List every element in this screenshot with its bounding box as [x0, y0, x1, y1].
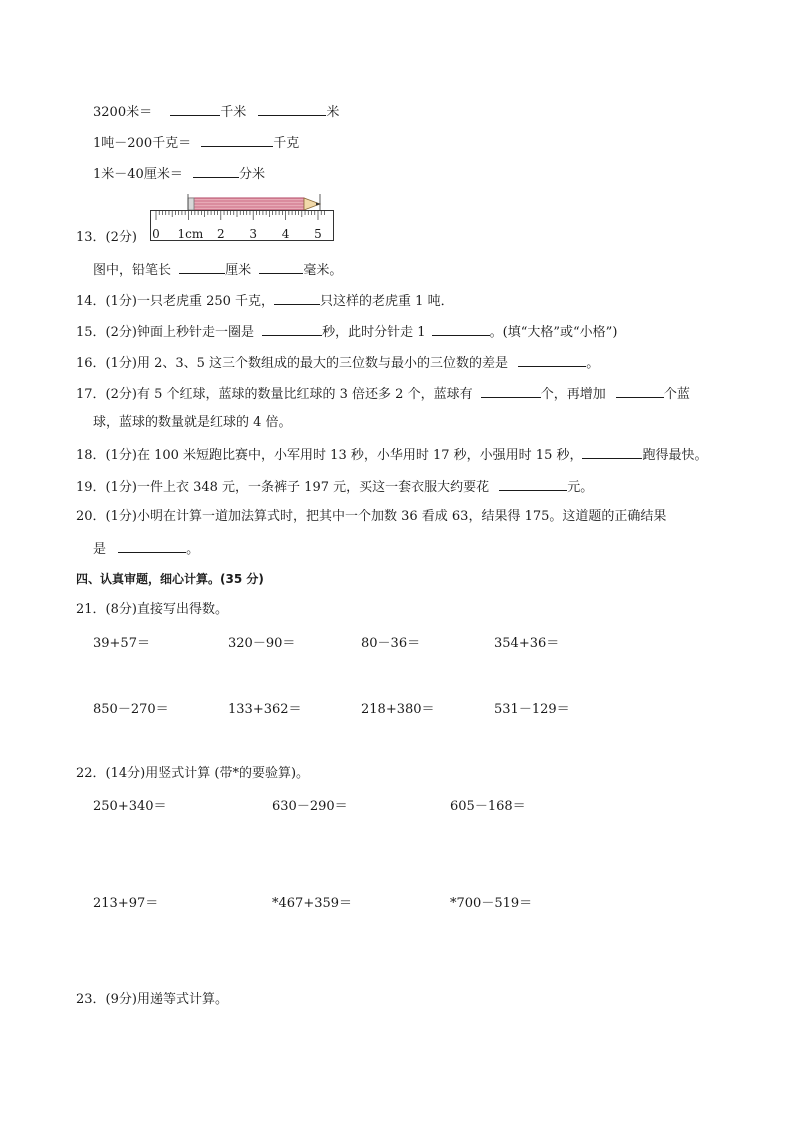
answer-blank[interactable]: [258, 102, 326, 116]
q21-label: 21．(8分): [76, 602, 137, 617]
q22-item: 250+340＝: [93, 799, 167, 814]
q21-item: 39+57＝: [93, 636, 150, 651]
answer-blank[interactable]: [274, 291, 320, 305]
q23-label: 23．(9分): [76, 992, 137, 1007]
q18-text: 在 100 米短跑比赛中，小军用时 13 秒，小华用时 17 秒，小强用时 15 秒，: [136, 448, 583, 463]
q20-label: 20．(1分): [76, 509, 137, 524]
q21-item: 531－129＝: [494, 702, 570, 717]
question-18: [76, 445, 707, 465]
q17-continuation: 球，蓝球的数量就是红球的 4 倍。: [93, 415, 292, 430]
answer-blank[interactable]: [262, 322, 322, 336]
conversion-1-expr: 3200米＝: [93, 105, 153, 120]
answer-blank[interactable]: [481, 384, 541, 398]
answer-blank[interactable]: [499, 477, 567, 491]
conversion-1: [93, 102, 339, 122]
ruler-pencil-illustration: [150, 192, 340, 244]
q17-label: 17．(2分): [76, 387, 137, 402]
ruler-tick-label: 1cm: [177, 227, 204, 241]
conversion-3-unit1: 分米: [238, 167, 265, 182]
q22-item: *700－519＝: [450, 896, 533, 911]
q20-continuation: [93, 539, 199, 559]
q15-text: 钟面上秒针走一圈是: [136, 325, 254, 340]
q21-item: 850－270＝: [93, 702, 169, 717]
q21-item: 80－36＝: [361, 636, 421, 651]
q21-text: 直接写出得数。: [136, 602, 228, 617]
answer-blank[interactable]: [582, 445, 642, 459]
q19-text: 一件上衣 348 元，一条裤子 197 元，买这一套衣服大约要花: [136, 480, 490, 495]
q15-text-c: 。(填“大格”或“小格”): [489, 325, 618, 340]
q14-text-b: 只这样的老虎重 1 吨．: [320, 294, 454, 309]
question-20: [76, 508, 666, 526]
q19-text-b: 元。: [567, 480, 594, 495]
answer-blank[interactable]: [118, 539, 186, 553]
conversion-3: [93, 164, 265, 184]
question-19: [76, 477, 593, 497]
q19-label: 19．(1分): [76, 480, 137, 495]
q17-text-b: 个，再增加: [540, 387, 606, 402]
conversion-3-expr: 1米－40厘米＝: [93, 167, 183, 182]
ruler-tick-label: 0: [152, 227, 160, 241]
q13-label: 13．(2分): [76, 230, 137, 245]
q20-text: 小明在计算一道加法算式时，把其中一个加数 36 看成 63，结果得 175。这道题的正确结果: [136, 509, 667, 524]
question-15: [76, 322, 617, 342]
q21-item: 133+362＝: [228, 702, 302, 717]
q21-item: 320－90＝: [228, 636, 296, 651]
conversion-2-expr: 1吨－200千克＝: [93, 136, 192, 151]
answer-blank[interactable]: [193, 164, 239, 178]
answer-blank[interactable]: [201, 133, 273, 147]
q14-label: 14．(1分): [76, 294, 137, 309]
q13-line: [93, 260, 342, 280]
q17-text: 有 5 个红球，蓝球的数量比红球的 3 倍还多 2 个，蓝球有: [136, 387, 473, 402]
answer-blank[interactable]: [170, 102, 220, 116]
answer-blank[interactable]: [179, 260, 225, 274]
q23-text: 用递等式计算。: [136, 992, 228, 1007]
answer-blank[interactable]: [616, 384, 664, 398]
q22-text: 用竖式计算 (带*的要验算)。: [145, 766, 310, 781]
question-21: [76, 601, 228, 619]
q16-text: 用 2、3、5 这三个数组成的最大的三位数与最小的三位数的差是: [136, 356, 509, 371]
q20-text-b: 是: [93, 542, 107, 557]
q22-label: 22．(14分): [76, 766, 146, 781]
conversion-1-unit1: 千米: [220, 105, 247, 120]
q14-text: 一只老虎重 250 千克，: [136, 294, 275, 309]
q18-label: 18．(1分): [76, 448, 137, 463]
q22-item: 630－290＝: [272, 799, 348, 814]
conversion-2-unit1: 千克: [273, 136, 300, 151]
ruler-tick-label: 3: [249, 227, 258, 241]
conversion-2: [93, 133, 299, 153]
q17-text-c: 个蓝: [663, 387, 690, 402]
question-14: [76, 291, 454, 311]
question-22: [76, 765, 309, 783]
pencil-icon: [188, 198, 320, 210]
question-23: [76, 991, 228, 1009]
section-4-heading: 四、认真审题，细心计算。(35 分): [76, 572, 264, 586]
answer-blank[interactable]: [518, 353, 586, 367]
q22-item: 213+97＝: [93, 896, 159, 911]
q16-label: 16．(1分): [76, 356, 137, 371]
q16-text-b: 。: [586, 356, 600, 371]
q21-item: 354+36＝: [494, 636, 560, 651]
q13-unit-a: 厘米: [225, 263, 252, 278]
conversion-1-unit2: 米: [326, 105, 340, 120]
q15-label: 15．(2分): [76, 325, 137, 340]
q22-item: *467+359＝: [272, 896, 353, 911]
q13-text: 图中，铅笔长: [93, 263, 172, 278]
question-17: [76, 384, 690, 404]
q18-text-b: 跑得最快。: [642, 448, 708, 463]
answer-blank[interactable]: [432, 322, 490, 336]
answer-blank[interactable]: [259, 260, 303, 274]
ruler-tick-label: 2: [216, 227, 225, 241]
q13-unit-b: 毫米。: [303, 263, 343, 278]
ruler-tick-label: 4: [281, 227, 290, 241]
question-16: [76, 353, 599, 373]
q21-item: 218+380＝: [361, 702, 435, 717]
q22-item: 605－168＝: [450, 799, 526, 814]
q20-text-c: 。: [186, 542, 200, 557]
q15-text-b: 秒，此时分针走 1: [322, 325, 426, 340]
ruler-tick-label: 5: [314, 227, 322, 241]
